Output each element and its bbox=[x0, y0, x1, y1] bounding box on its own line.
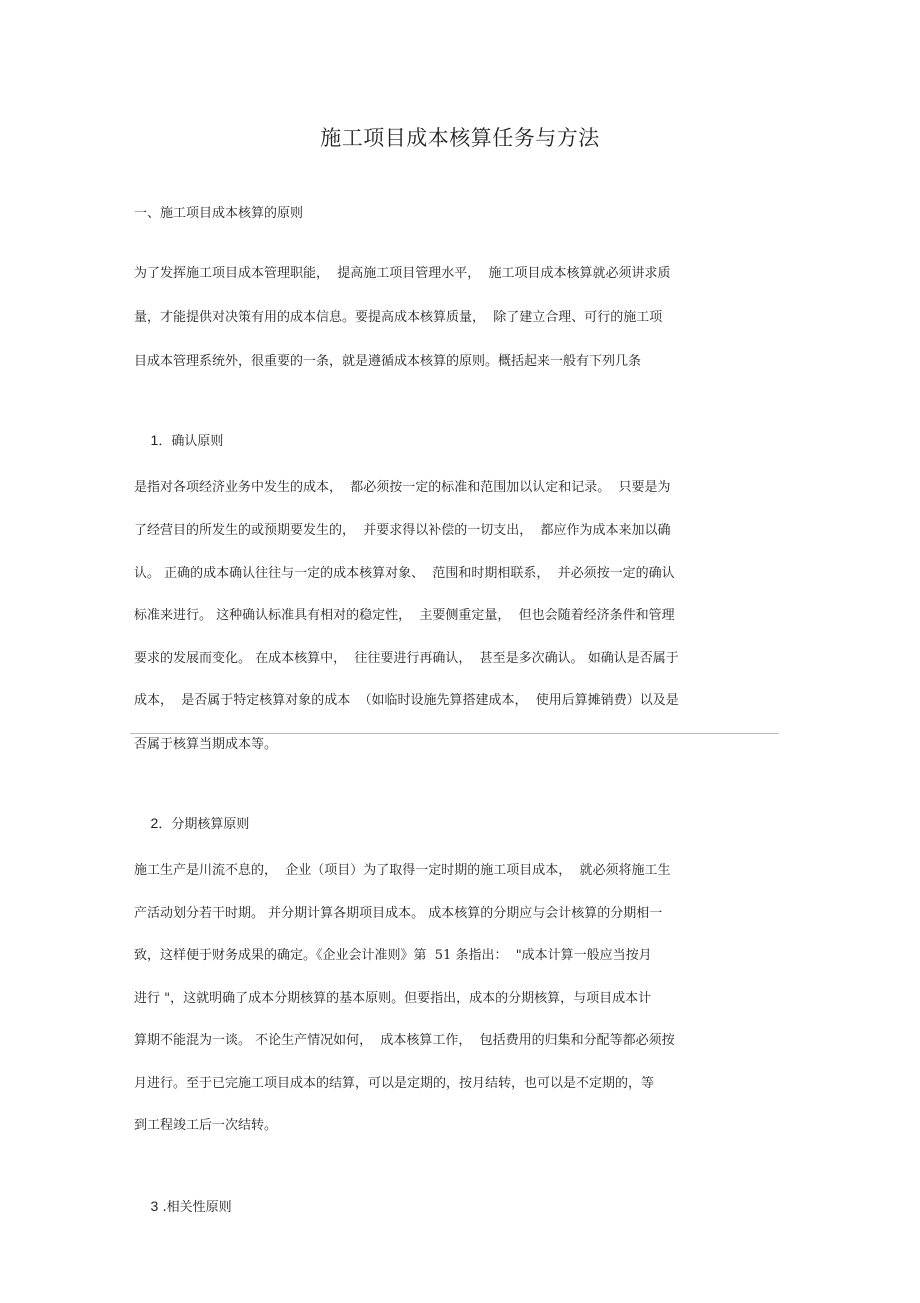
paragraph-line: 进行 "，这就明确了成本分期核算的基本原则。但要指出，成本的分期核算，与项目成本计 bbox=[134, 991, 652, 1006]
principle-number: 1 bbox=[150, 432, 159, 448]
paragraph-line: 认。 正确的成本确认往往与一定的成本核算对象、 范围和时期相联系， 并必须按一定的确认 bbox=[134, 566, 675, 581]
paragraph-line: 月进行。至于已完施工项目成本的结算，可以是定期的，按月结转，也可以是不定期的，等 bbox=[134, 1076, 655, 1091]
principle-heading-1 bbox=[134, 416, 223, 466]
paragraph-line: 了经营目的所发生的或预期要发生的， 并要求得以补偿的一切支出， 都应作为成本来加以确 bbox=[134, 523, 671, 538]
principle-heading-2 bbox=[134, 799, 249, 849]
document-title: 施工项目成本核算任务与方法 bbox=[320, 126, 600, 150]
paragraph-line: 量，才能提供对决策有用的成本信息。要提高成本核算质量， 除了建立合理、可行的施工项 bbox=[134, 310, 663, 325]
principle-number: 2 bbox=[150, 815, 159, 831]
paragraph-line: 致，这样便于财务成果的确定。《企业会计准则》第 51 条指出： "成本计算一般应当按月 bbox=[134, 948, 652, 963]
paragraph-line: 否属于核算当期成本等。 bbox=[134, 737, 278, 752]
principle-label: ．确认原则 bbox=[158, 434, 224, 449]
principle-number: 3 bbox=[150, 1198, 159, 1214]
paragraph-line: 算期不能混为一谈。 不论生产情况如何， 成本核算工作， 包括费用的归集和分配等都必须按 bbox=[134, 1033, 675, 1048]
paragraph-line: 到工程竣工后一次结转。 bbox=[134, 1118, 278, 1133]
paragraph-line: 要求的发展而变化。 在成本核算中， 往往要进行再确认， 甚至是多次确认。 如确认是否属于 bbox=[134, 651, 679, 666]
principle-heading-3 bbox=[134, 1182, 232, 1232]
paragraph-line: 目成本管理系统外，很重要的一条，就是遵循成本核算的原则。概括起来一般有下列几条 bbox=[134, 354, 642, 369]
paragraph-line: 产活动划分若干时期。 并分期计算各期项目成本。 成本核算的分期应与会计核算的分期相一 bbox=[134, 906, 663, 921]
horizontal-rule bbox=[130, 733, 779, 734]
principle-label: .相关性原则 bbox=[158, 1200, 232, 1215]
section-heading: 一、施工项目成本核算的原则 bbox=[134, 206, 304, 221]
paragraph-line: 标准来进行。 这种确认标准具有相对的稳定性， 主要侧重定量， 但也会随着经济条件和管理 bbox=[134, 608, 675, 623]
paragraph-line: 是指对各项经济业务中发生的成本， 都必须按一定的标准和范围加以认定和记录。 只要是为 bbox=[134, 480, 671, 495]
paragraph-line: 成本， 是否属于特定核算对象的成本 （如临时设施先算搭建成本， 使用后算摊销费）以及是 bbox=[134, 693, 679, 708]
paragraph-line: 施工生产是川流不息的， 企业（项目）为了取得一定时期的施工项目成本， 就必须将施工生 bbox=[134, 863, 671, 878]
paragraph-line: 为了发挥施工项目成本管理职能， 提高施工项目管理水平， 施工项目成本核算就必须讲求质 bbox=[134, 266, 671, 281]
principle-label: ．分期核算原则 bbox=[158, 817, 250, 832]
